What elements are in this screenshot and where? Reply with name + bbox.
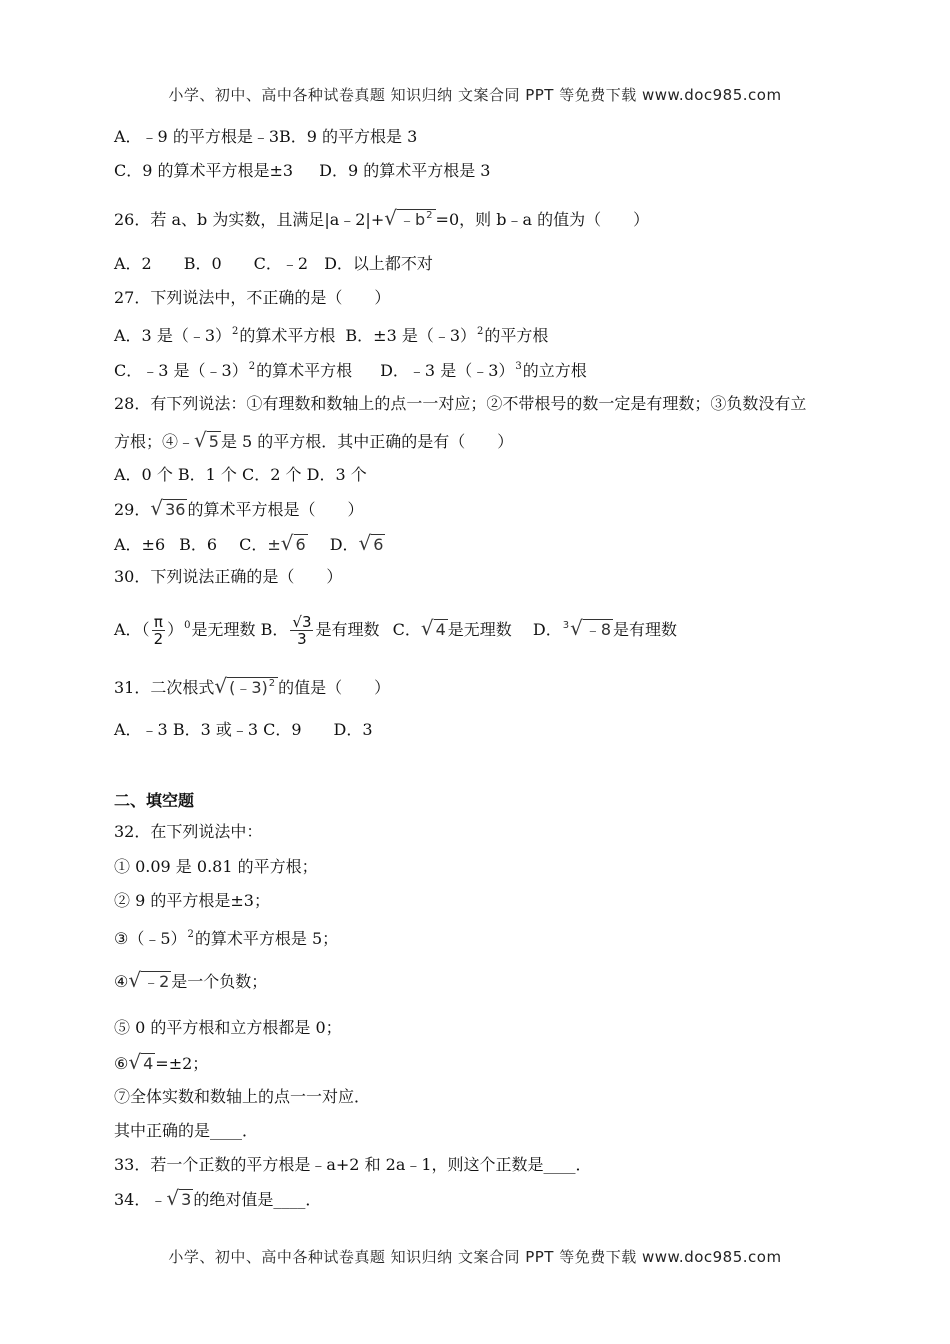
q29-d-radical: √ 6 bbox=[358, 531, 384, 555]
q30-option-c: C． bbox=[392, 620, 421, 639]
q30-d-radical: $^3$√ ﹣8 bbox=[562, 616, 612, 640]
q32-item-6-post: =±2； bbox=[155, 1054, 209, 1073]
q33-stem: 33．若一个正数的平方根是﹣a+2 和 2a﹣1，则这个正数是____． bbox=[114, 1155, 592, 1174]
q26-stem-post: =0，则 b﹣a 的值为（ ） bbox=[435, 210, 650, 229]
q31-stem bbox=[114, 674, 390, 698]
q32-item-7: ⑦全体实数和数轴上的点一一对应． bbox=[114, 1087, 371, 1106]
q29-options bbox=[114, 533, 385, 555]
q27-stem: 27．下列说法中，不正确的是（ ） bbox=[114, 288, 391, 307]
q28-line1: 28．有下列说法：①有理数和数轴上的点一一对应；②不带根号的数一定是有理数；③负数没有立 bbox=[114, 394, 807, 413]
q27-a-exp: 2 bbox=[232, 326, 239, 337]
q27-c-exp: 2 bbox=[248, 361, 256, 372]
q34-radical: √ 3 bbox=[166, 1186, 192, 1210]
q29-radical: √ 36 bbox=[150, 496, 186, 520]
q25-row2 bbox=[114, 161, 490, 181]
q27-row2 bbox=[114, 357, 587, 381]
page-footer: 小学、初中、高中各种试卷真题 知识归纳 文案合同 PPT 等免费下载 www.doc985.com bbox=[168, 1248, 782, 1266]
q30-c-radicand: 4 bbox=[435, 620, 446, 639]
q32-item-6-pre: ⑥ bbox=[114, 1054, 129, 1073]
q29-number: 29． bbox=[114, 500, 151, 519]
q30-c-tail: 是无理数 bbox=[447, 620, 512, 639]
q34-post: 的绝对值是____． bbox=[193, 1190, 322, 1209]
q27-row1 bbox=[114, 322, 548, 346]
q31-stem-post: 的值是（ ） bbox=[278, 678, 391, 697]
q27-c-pre: C．﹣3 是（﹣3） bbox=[114, 361, 248, 380]
q26-stem bbox=[114, 206, 649, 230]
q29-stem-post: 的算术平方根是（ ） bbox=[187, 500, 364, 519]
q26-radical: √ $﹣b^2$ bbox=[384, 206, 435, 230]
q31-stem-pre: 31．二次根式 bbox=[114, 678, 215, 697]
q29-d-radicand: 6 bbox=[373, 535, 384, 554]
q27-a-pre: A．3 是（﹣3） bbox=[114, 326, 232, 345]
q27-a-post: 的算术平方根 bbox=[239, 326, 336, 345]
q27-d-exp: 3 bbox=[515, 361, 522, 372]
q31-radicand: (﹣3) bbox=[229, 678, 268, 697]
q32-item-4-radicand: ﹣2 bbox=[143, 972, 170, 991]
q28-line2-pre: 方根；④﹣ bbox=[114, 432, 195, 451]
q34-stem bbox=[114, 1188, 321, 1210]
q34-radicand: 3 bbox=[181, 1190, 192, 1209]
q25-row1 bbox=[114, 127, 417, 147]
q29-c-sign: ± bbox=[267, 535, 281, 554]
q29-c-radical: ±√ 6 bbox=[267, 531, 306, 555]
q26-radicand: ﹣b bbox=[398, 210, 426, 229]
q30-options bbox=[114, 612, 677, 647]
page-header: 小学、初中、高中各种试卷真题 知识归纳 文案合同 PPT 等免费下载 www.doc985.com bbox=[168, 86, 782, 104]
q32-item-6-radicand: 4 bbox=[143, 1054, 154, 1073]
q27-d-pre: D．﹣3 是（﹣3） bbox=[380, 361, 515, 380]
q30-a-tail: 是无理数 bbox=[191, 620, 256, 639]
q32-tail: 其中正确的是____． bbox=[114, 1121, 259, 1140]
q30-option-d: D． bbox=[532, 620, 562, 639]
q27-d-post: 的立方根 bbox=[522, 361, 587, 380]
q30-c-radical: √ 4 bbox=[420, 616, 446, 640]
q25-option-c: C．9 的算术平方根是±3 bbox=[114, 161, 294, 180]
q32-item-1: ① 0.09 是 0.81 的平方根； bbox=[114, 857, 318, 876]
q27-b-pre: B．±3 是（﹣3） bbox=[345, 326, 477, 345]
q29-option-c: C． bbox=[239, 535, 268, 554]
q30-stem: 30．下列说法正确的是（ ） bbox=[114, 567, 343, 586]
q32-item-3 bbox=[114, 925, 338, 949]
q30-a-denominator: 2 bbox=[153, 630, 164, 648]
q34-pre: 34．﹣ bbox=[114, 1190, 167, 1209]
q27-b-post: 的平方根 bbox=[484, 326, 549, 345]
q29-option-b: B．6 bbox=[179, 535, 218, 554]
q29-radicand: 36 bbox=[165, 500, 186, 519]
q30-b-radicand: 3 bbox=[301, 613, 312, 631]
q28-radical: √ 5 bbox=[194, 428, 219, 452]
q30-b-tail: 是有理数 bbox=[315, 620, 380, 639]
q27-b-exp: 2 bbox=[477, 326, 484, 337]
q30-a-numerator: π bbox=[152, 614, 166, 631]
q26-exponent: 2 bbox=[426, 210, 433, 221]
q28-radicand: 5 bbox=[208, 432, 219, 451]
q25-option-d: D．9 的算术平方根是 3 bbox=[319, 161, 491, 180]
q32-item-4-pre: ④ bbox=[114, 972, 129, 991]
q32-item-6 bbox=[114, 1052, 208, 1074]
q29-option-d: D． bbox=[329, 535, 359, 554]
q30-d-radicand: ﹣8 bbox=[584, 620, 612, 639]
q30-a-fraction bbox=[152, 614, 166, 647]
q29-option-a: A．±6 bbox=[114, 535, 166, 554]
q30-b-denominator: 3 bbox=[297, 630, 307, 648]
q30-b-fraction bbox=[290, 614, 313, 647]
q32-item-4-post: 是一个负数； bbox=[171, 972, 268, 991]
q30-d-tail: 是有理数 bbox=[613, 620, 678, 639]
q32-item-6-radical: √ 4 bbox=[128, 1050, 154, 1074]
q32-item-5: ⑤ 0 的平方根和立方根都是 0； bbox=[114, 1018, 342, 1037]
q28-options: A．0 个 B．1 个 C．2 个 D．3 个 bbox=[114, 465, 367, 484]
q26-stem-pre: 26．若 a、b 为实数，且满足|a﹣2|+ bbox=[114, 210, 385, 229]
q30-a-close: ） bbox=[167, 620, 184, 639]
q31-options: A．﹣3 B．3 或﹣3 C．9 D．3 bbox=[114, 720, 373, 739]
q32-item-2: ② 9 的平方根是±3； bbox=[114, 891, 270, 910]
q27-c-post: 的算术平方根 bbox=[256, 361, 353, 380]
q29-stem bbox=[114, 498, 364, 520]
q30-option-a: A．（ bbox=[114, 620, 150, 639]
q32-item-3-post: 的算术平方根是 5； bbox=[194, 929, 339, 948]
q25-option-a: A．﹣9 的平方根是﹣3 bbox=[114, 127, 280, 146]
q32-item-3-pre: ③（﹣5） bbox=[114, 929, 187, 948]
q32-stem: 32．在下列说法中： bbox=[114, 822, 263, 841]
q28-line2 bbox=[114, 430, 513, 452]
section-fill-in-title: 二、填空题 bbox=[114, 791, 195, 810]
q30-a-exp: 0 bbox=[184, 620, 191, 631]
q30-b-numerator: √3 bbox=[292, 613, 312, 631]
q29-c-radicand: 6 bbox=[295, 535, 306, 554]
q30-d-index: 3 bbox=[562, 620, 570, 631]
q32-item-4-radical: √ ﹣2 bbox=[128, 968, 170, 992]
q30-option-b: B． bbox=[260, 620, 289, 639]
q26-options: A．2 B．0 C．﹣2 D．以上都不对 bbox=[114, 254, 433, 273]
q31-radical: √ (﹣3)$^2$ bbox=[214, 674, 278, 698]
q32-item-4 bbox=[114, 970, 267, 992]
q31-exponent: 2 bbox=[268, 678, 276, 689]
q28-line2-post: 是 5 的平方根．其中正确的是有（ ） bbox=[220, 432, 514, 451]
q32-item-3-exp: 2 bbox=[187, 929, 194, 940]
q25-option-b: B．9 的平方根是 3 bbox=[279, 127, 418, 146]
